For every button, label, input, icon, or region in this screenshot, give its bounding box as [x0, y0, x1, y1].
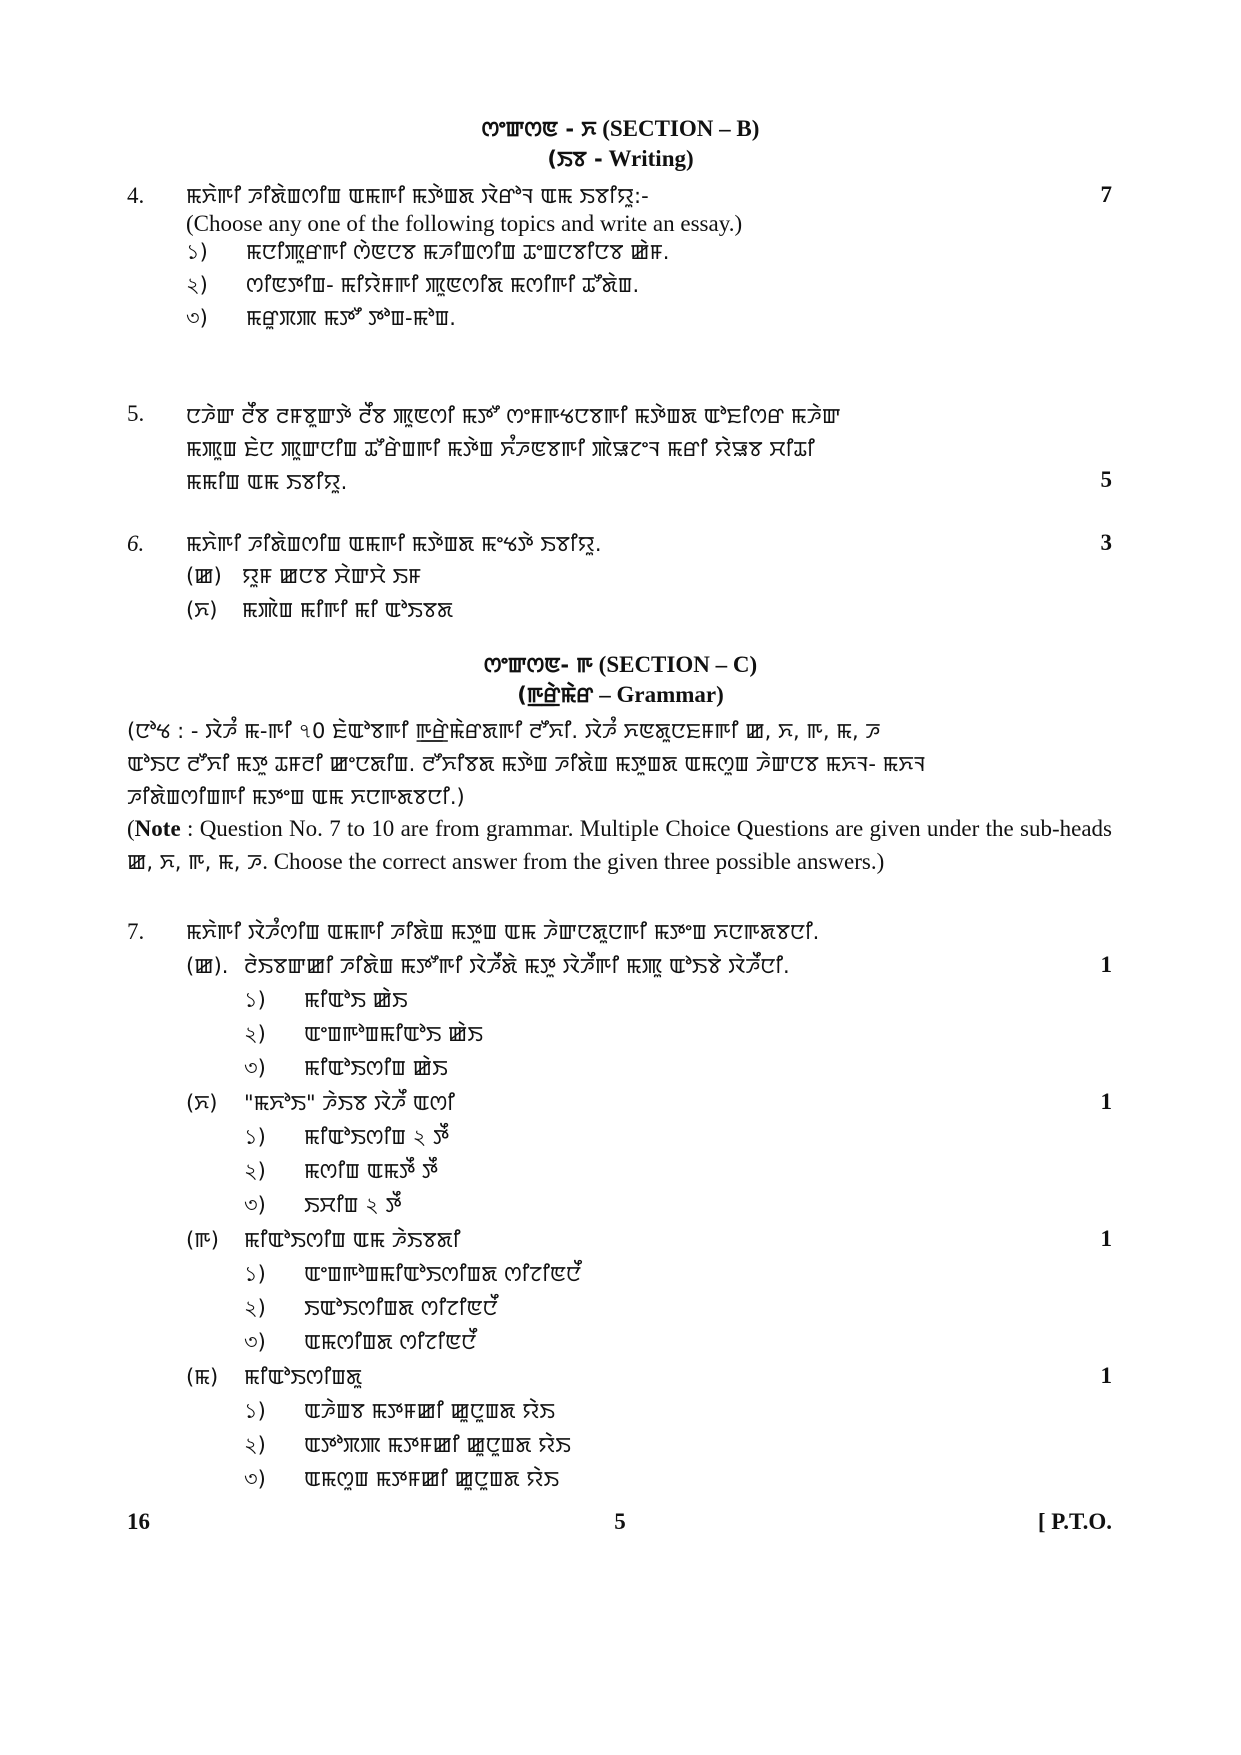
- option-text: ꯏꯑꯣꯏꯁꯤꯡꯗ ꯁꯤꯖꯤꯟꯅꯩ: [304, 1296, 498, 1320]
- q6-number: 6.: [127, 531, 145, 556]
- q5-line: ꯅꯍꯥꯛ ꯂꯩꯕ ꯂꯝꯕꯨꯛꯇꯥ ꯂꯩꯕ ꯄꯨꯟꯁꯤ ꯃꯇꯧ ꯁꯦꯝꯒꯠꯅꯕꯒꯤ ꯃꯇꯥꯡꯗ ꯑꯣꯐꯤꯁꯔ ꯃꯍꯥꯛ: [186, 404, 841, 428]
- option-number: ৩): [244, 1056, 266, 1080]
- note-mm-line: ꯑꯣꯏꯅ ꯂꯧꯈꯤ ꯃꯇꯨ ꯊꯝꯂꯤ ꯀꯦꯅꯗꯤꯡ. ꯂꯧꯈꯤꯕꯗ ꯃꯇꯥꯡ ꯍꯤꯗꯥꯡ ꯃꯇꯨꯡꯗ ꯑꯃꯁꯨꯡ ꯍꯥꯛꯅꯕ ꯃꯈꯜ- ꯃꯈꯜ: [127, 752, 926, 776]
- q4-option-text: ꯁꯤꯟꯇꯤꯡ- ꯃꯤꯌꯥꯝꯒꯤ ꯄꯨꯟꯁꯤꯗ ꯃꯁꯤꯒꯤ ꯊꯧꯗꯥꯡ.: [246, 273, 640, 297]
- q7c-option: [244, 1260, 581, 1294]
- q7b-option: [244, 1123, 449, 1157]
- option-text: ꯃꯁꯤꯡ ꯑꯃꯇꯩ ꯇꯩ: [304, 1159, 438, 1183]
- q7c-marks: 1: [1100, 1226, 1112, 1251]
- q4-marks: 7: [1100, 182, 1112, 207]
- section-c-subheading: [0, 680, 1241, 709]
- option-text: ꯃꯤꯑꯣꯏꯁꯤꯡ ২ ꯇꯩ: [304, 1125, 450, 1149]
- q7d-options: [244, 1397, 571, 1499]
- q6-option-label: (ꯈ): [186, 598, 218, 622]
- section-c-heading-mm: ꯁꯦꯛꯁꯟ- ꯒ: [483, 653, 593, 677]
- q4-option: [186, 238, 669, 271]
- q5-number: 5.: [127, 401, 145, 426]
- option-text: ꯑꯦꯡꯒꯣꯡꯃꯤꯑꯣꯏ ꯀꯥꯏ: [304, 1022, 483, 1046]
- q4-text-mm: ꯃꯈꯥꯒꯤ ꯍꯤꯗꯥꯡꯁꯤꯡ ꯑꯃꯒꯤ ꯃꯇꯥꯡꯗ ꯋꯥꯔꯣꯜ ꯑꯃ ꯏꯕꯤꯌꯨ:-: [186, 184, 649, 208]
- q7d-option: [244, 1465, 571, 1499]
- option-text: ꯃꯤꯑꯣꯏꯁꯤꯡ ꯀꯥꯏ: [304, 1056, 448, 1080]
- q7d-marks: 1: [1100, 1363, 1112, 1388]
- option-text: ꯏꯆꯤꯡ ২ ꯇꯩ: [304, 1193, 402, 1217]
- option-number: ২): [244, 1022, 266, 1046]
- option-number: ১): [244, 1399, 266, 1423]
- q7c-option: [244, 1328, 581, 1362]
- section-b-subheading: [0, 144, 1241, 173]
- option-number: ১): [244, 1262, 266, 1286]
- q4-option: [186, 304, 669, 337]
- q5-line: ꯃꯃꯤꯡ ꯑꯃ ꯏꯕꯤꯌꯨ.: [186, 470, 348, 494]
- q7a-option: [244, 986, 483, 1020]
- section-b-sub-en: Writing): [608, 146, 694, 171]
- section-c-sub-en: – Grammar): [599, 682, 724, 707]
- q7c-option: [244, 1294, 581, 1328]
- section-b-heading-mm: ꯁꯦꯛꯁꯟ - ꯈ: [481, 117, 597, 141]
- option-number: ৩): [244, 1193, 266, 1217]
- q4-option-text: ꯃꯔꯨꯞꯄ ꯃꯇꯧ ꯇꯣꯡ-ꯃꯣꯡ.: [246, 306, 456, 330]
- option-text: ꯑꯃꯁꯤꯡꯗ ꯁꯤꯖꯤꯟꯅꯩ: [304, 1330, 477, 1354]
- q4-option-text: ꯃꯅꯤꯄꯨꯔꯒꯤ ꯁꯥꯟꯅꯕ ꯃꯍꯤꯡꯁꯤꯡ ꯊꯦꯡꯅꯕꯤꯅꯕ ꯀꯥꯝ.: [246, 240, 670, 264]
- option-number: ২): [244, 1296, 266, 1320]
- note-text-b: . Choose the correct answer from the given three possible answers.): [262, 849, 885, 874]
- q4-text-en: (Choose any one of the following topics and write an essay.): [186, 211, 743, 236]
- q7c-text: ꯃꯤꯑꯣꯏꯁꯤꯡ ꯑꯃ ꯍꯥꯏꯕꯗꯤ: [244, 1228, 461, 1252]
- option-number: ৩): [244, 1467, 266, 1491]
- q5-marks: 5: [1100, 467, 1112, 492]
- q6-option: [186, 562, 453, 596]
- q6-options: [186, 562, 453, 630]
- footer-pto: [ P.T.O.: [1037, 1509, 1112, 1534]
- q7b-label: (ꯈ): [186, 1091, 218, 1115]
- section-b-sub-mm: (ꯏꯕ -: [547, 147, 603, 171]
- q6-option-text: ꯃꯄꯥꯡ ꯃꯤꯒꯤ ꯃꯤ ꯑꯣꯏꯕꯗ: [242, 598, 454, 622]
- q7b-text: "ꯃꯈꯣꯏ" ꯍꯥꯏꯕ ꯋꯥꯍꯩ ꯑꯁꯤ: [244, 1091, 455, 1115]
- q7d-text: ꯃꯤꯑꯣꯏꯁꯤꯡꯗꯨ: [244, 1365, 363, 1389]
- q7c-options: [244, 1260, 581, 1362]
- q4-option-number: ২): [186, 273, 208, 297]
- q7d-option: [244, 1397, 571, 1431]
- q7b-option: [244, 1157, 449, 1191]
- q6-option-label: (ꯀ): [186, 564, 222, 588]
- q7a-options: [244, 986, 483, 1088]
- option-number: ১): [244, 1125, 266, 1149]
- q6-marks: 3: [1100, 530, 1112, 555]
- q7a-option: [244, 1020, 483, 1054]
- q6-option: [186, 596, 453, 630]
- option-number: ১): [244, 988, 266, 1012]
- q7a-option: [244, 1054, 483, 1088]
- q7d-label: (ꯃ): [186, 1365, 219, 1389]
- footer-page-number: 5: [614, 1509, 626, 1534]
- q7b-marks: 1: [1100, 1089, 1112, 1114]
- section-b-heading-en: (SECTION – B): [602, 116, 760, 141]
- option-text: ꯃꯤꯑꯣꯏ ꯀꯥꯏ: [304, 988, 408, 1012]
- q7-text-mm: ꯃꯈꯥꯒꯤ ꯋꯥꯍꯪꯁꯤꯡ ꯑꯃꯒꯤ ꯍꯤꯗꯥꯡ ꯃꯇꯨꯡ ꯑꯃ ꯍꯥꯛꯅꯗꯨꯅꯒꯤ ꯃꯇꯦꯡ ꯈꯅꯒꯗꯕꯅꯤ.: [186, 920, 820, 944]
- note-mm: [127, 715, 926, 814]
- q7-number: 7.: [127, 919, 145, 944]
- section-c-sub-mm: (ꯒ꯭ꯔꯥꯃꯥꯔ: [517, 683, 594, 707]
- q7a-text: ꯂꯥꯏꯕꯛꯀꯤ ꯍꯤꯗꯥꯡ ꯃꯇꯧꯒꯤ ꯋꯥꯍꯩꯗꯥ ꯃꯇꯨ ꯋꯥꯍꯩꯒꯤ ꯃꯄꯨ ꯑꯣꯏꯕꯥ ꯋꯥꯍꯩꯅꯤ.: [244, 954, 790, 978]
- note-mm-line: (ꯅꯣꯠ : - ꯋꯥꯍꯪ ꯃ-ꯒꯤ ৭0 ꯐꯥꯑꯣꯕꯒꯤ ꯒ꯭ꯔꯥꯃꯥꯔꯗꯒꯤ ꯂꯧꯈꯤ. ꯋꯥꯍꯪ ꯈꯟꯗꯨꯅꯐꯝꯒꯤ ꯀ, ꯈ, ꯒ, ꯃ, ꯍ: [127, 719, 881, 743]
- option-number: ২): [244, 1159, 266, 1183]
- note-label: Note: [134, 816, 181, 841]
- q7b-option: [244, 1191, 449, 1225]
- q7b-options: [244, 1123, 449, 1225]
- option-number: ৩): [244, 1330, 266, 1354]
- q7a-label: (ꯀ).: [186, 954, 229, 978]
- note-mm-line: ꯍꯤꯗꯥꯡꯁꯤꯡꯒꯤ ꯃꯇꯦꯡ ꯑꯃ ꯈꯅꯒꯗꯕꯅꯤ.): [127, 785, 465, 809]
- section-c-heading: [0, 650, 1241, 679]
- q7a-marks: 1: [1100, 952, 1112, 977]
- q4-options: [186, 238, 669, 337]
- note-subheads: ꯀ, ꯈ, ꯒ, ꯃ, ꯍ: [127, 850, 263, 874]
- option-text: ꯑꯃꯁꯨꯡ ꯃꯇꯝꯀꯤ ꯀꯨꯅꯨꯡꯗ ꯌꯥꯏ: [304, 1467, 559, 1491]
- q4-option-number: ৩): [186, 306, 208, 330]
- footer-code: 16: [127, 1509, 150, 1534]
- option-text: ꯑꯦꯡꯒꯣꯡꯃꯤꯑꯣꯏꯁꯤꯡꯗ ꯁꯤꯖꯤꯟꯅꯩ: [304, 1262, 581, 1286]
- q6-text-mm: ꯃꯈꯥꯒꯤ ꯍꯤꯗꯥꯡꯁꯤꯡ ꯑꯃꯒꯤ ꯃꯇꯥꯡꯗ ꯃꯦꯠꯇꯥ ꯏꯕꯤꯌꯨ.: [186, 532, 602, 556]
- q5-line: ꯃꯄꯨꯡ ꯐꯥꯅ ꯄꯨꯛꯅꯤꯡ ꯊꯧꯔꯥꯡꯒꯤ ꯃꯇꯥꯡ ꯈꯪꯍꯟꯕꯒꯤ ꯄꯥꯎꯖꯦꯜ ꯃꯔꯤ ꯌꯥꯎꯕ ꯆꯤꯊꯤ: [186, 437, 815, 461]
- q5-text: [186, 400, 841, 499]
- q4-option-number: ১): [186, 240, 208, 264]
- q4-number: 4.: [127, 183, 145, 208]
- q7d-option: [244, 1431, 571, 1465]
- note-en: (Note : Question No. 7 to 10 are from grammar. Multiple Choice Questions are given under the sub-heads ꯀ, ꯈ, ꯒ, ꯃ, ꯍ. Choose the correct answer from the given three possible answers.): [127, 816, 1113, 874]
- option-number: ২): [244, 1433, 266, 1457]
- section-b-heading: [0, 114, 1241, 143]
- section-c-heading-en: (SECTION – C): [598, 652, 758, 677]
- q6-option-text: ꯌꯨꯝ ꯀꯅꯕ ꯆꯥꯛꯆꯥ ꯏꯝ: [242, 564, 422, 588]
- note-text-a: : Question No. 7 to 10 are from grammar. Multiple Choice Questions are given under the sub-heads: [186, 816, 1113, 841]
- option-text: ꯑꯇꯣꯞꯄ ꯃꯇꯝꯀꯤ ꯀꯨꯅꯨꯡꯗ ꯌꯥꯏ: [304, 1433, 571, 1457]
- option-text: ꯑꯍꯥꯡꯕ ꯃꯇꯝꯀꯤ ꯀꯨꯅꯨꯡꯗ ꯌꯥꯏ: [304, 1399, 555, 1423]
- q7c-label: (ꯒ): [186, 1228, 219, 1252]
- q4-option: [186, 271, 669, 304]
